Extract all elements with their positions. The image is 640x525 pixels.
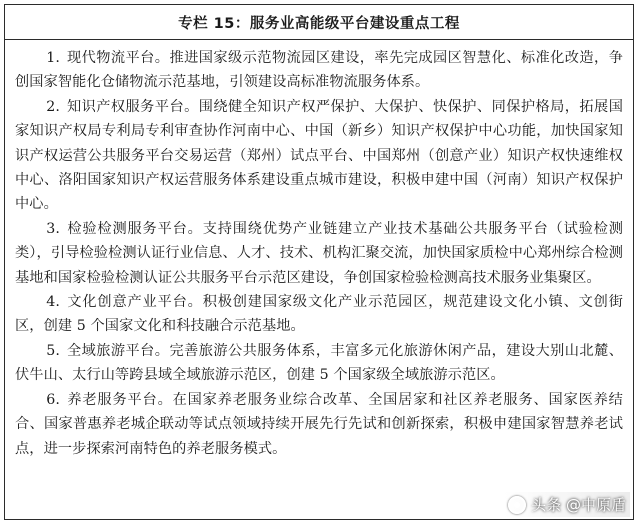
item-text: 推进国家级示范物流园区建设，率先完成园区智慧化、标准化改造，争创国家智能化仓储物流示范基地，引领建设高标准物流服务体系。 <box>15 50 623 91</box>
box-body <box>5 40 633 461</box>
box-title: 专栏 15：服务业高能级平台建设重点工程 <box>5 5 633 40</box>
list-item <box>15 46 623 95</box>
list-item <box>15 388 623 461</box>
item-text: 完善旅游公共服务体系，丰富多元化旅游休闲产品，建设大别山北麓、伏牛山、太行山等跨县域全域旅游示范区，创建 5 个国家级全域旅游示范区。 <box>15 342 623 384</box>
list-item <box>15 290 623 339</box>
item-name: 知识产权服务平台。 <box>66 98 199 115</box>
item-number: 5. <box>46 342 60 359</box>
item-name: 检验检测服务平台。 <box>67 220 203 237</box>
item-number: 4. <box>46 294 60 311</box>
item-text: 在国家养老服务业综合改革、全国居家和社区养老服务、国家医养结合、国家普惠养老城企联动等试点领域持续开展先行先试和创新探索，积极申建国家智慧养老试点，进一步探索河南特色的养老服务模式。 <box>15 391 623 457</box>
item-text: 支持围绕优势产业链建立产业技术基础公共服务平台（试验检测类），引导检验检测认证行业信息、人才、技术、机构汇聚交流，加快国家质检中心郑州综合检测基地和国家检验检测认证公共服务平台示范区建设，争创国家检验检测高技术服务业集聚区。 <box>15 220 623 286</box>
item-number: 2. <box>46 98 60 115</box>
item-name: 现代物流平台。 <box>66 50 170 66</box>
item-text: 积极创建国家级文化产业示范园区，规范建设文化小镇、文创街区，创建 5 个国家文化和科技融合示范基地。 <box>15 294 623 335</box>
list-item <box>15 95 623 217</box>
list-item <box>15 217 623 290</box>
list-item <box>15 339 623 388</box>
item-name: 全域旅游平台。 <box>66 342 170 359</box>
item-text: 围绕健全知识产权严保护、大保护、快保护、同保护格局，拓展国家知识产权局专利局专利审查协作河南中心、中国（新乡）知识产权保护中心功能，加快国家知识产权运营公共服务平台交易运营（郑州）试点平台、中国郑州（创意产业）知识产权快速维权中心、洛阳国家知识产权运营服务体系建设重点城市建设，积极申建中国（河南）知识产权保护中心。 <box>15 98 623 213</box>
item-number: 6. <box>46 391 60 408</box>
item-name: 养老服务平台。 <box>67 391 173 408</box>
toutiao-logo-icon <box>508 496 526 514</box>
watermark <box>504 492 630 517</box>
item-number: 1. <box>46 50 60 66</box>
watermark-text: 头条 @中原盾 <box>531 496 626 514</box>
item-name: 文化创意产业平台。 <box>67 294 203 311</box>
item-number: 3. <box>46 220 60 237</box>
feature-box <box>4 4 634 520</box>
